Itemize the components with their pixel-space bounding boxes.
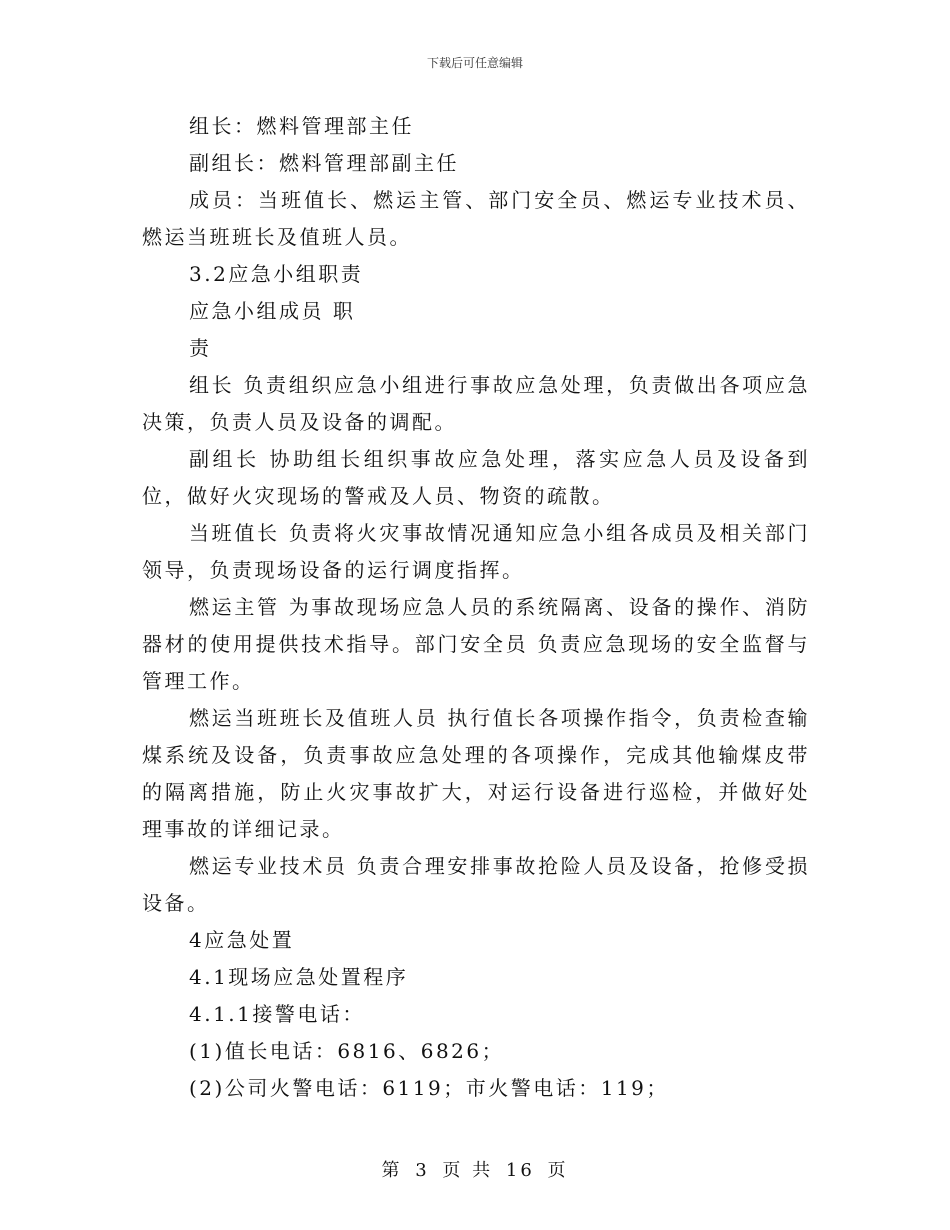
paragraph: 组长 负责组织应急小组进行事故应急处理，负责做出各项应急决策，负责人员及设备的调配。 (142, 373, 810, 434)
paragraph: 应急小组成员 职 (189, 299, 356, 323)
list-item: (1)值长电话：6816、6826； (189, 1039, 505, 1063)
paragraph: 燃运当班班长及值班人员 执行值长各项操作指令，负责检查输煤系统及设备，负责事故应急处理的各项操作，完成其他输煤皮带的隔离措施，防止火灾事故扩大，对运行设备进行巡检，并做好处理事故的详细记录。 (142, 706, 810, 841)
paragraph: 责 (189, 336, 212, 360)
total-pages: 16 (505, 1160, 535, 1181)
paragraph: 组长：燃料管理部主任 (189, 114, 414, 138)
list-item: (2)公司火警电话：6119；市火警电话：119； (189, 1076, 669, 1100)
paragraph: 副组长：燃料管理部副主任 (189, 151, 459, 175)
page-footer (0, 1156, 950, 1182)
section-heading: 3.2应急小组职责 (189, 262, 364, 286)
footer-middle: 页 共 (442, 1160, 494, 1181)
section-heading: 4.1现场应急处置程序 (189, 965, 409, 989)
page-header: 下载后可任意编辑 (426, 56, 523, 70)
paragraph: 燃运主管 为事故现场应急人员的系统隔离、设备的操作、消防器材的使用提供技术指导。部门安全员 负责应急现场的安全监督与管理工作。 (142, 595, 810, 693)
page-number: 3 (415, 1160, 430, 1181)
section-heading: 4.1.1接警电话： (189, 1002, 365, 1026)
section-heading: 4应急处置 (189, 928, 295, 952)
document-body (142, 108, 810, 1107)
paragraph: 当班值长 负责将火灾事故情况通知应急小组各成员及相关部门领导，负责现场设备的运行调度指挥。 (142, 521, 810, 582)
paragraph: 副组长 协助组长组织事故应急处理，落实应急人员及设备到位，做好火灾现场的警戒及人员、物资的疏散。 (142, 447, 810, 508)
paragraph: 成员：当班值长、燃运主管、部门安全员、燃运专业技术员、燃运当班班长及值班人员。 (142, 188, 810, 249)
paragraph: 燃运专业技术员 负责合理安排事故抢险人员及设备，抢修受损设备。 (142, 854, 810, 915)
footer-suffix: 页 (547, 1160, 569, 1181)
footer-prefix: 第 (381, 1160, 403, 1181)
